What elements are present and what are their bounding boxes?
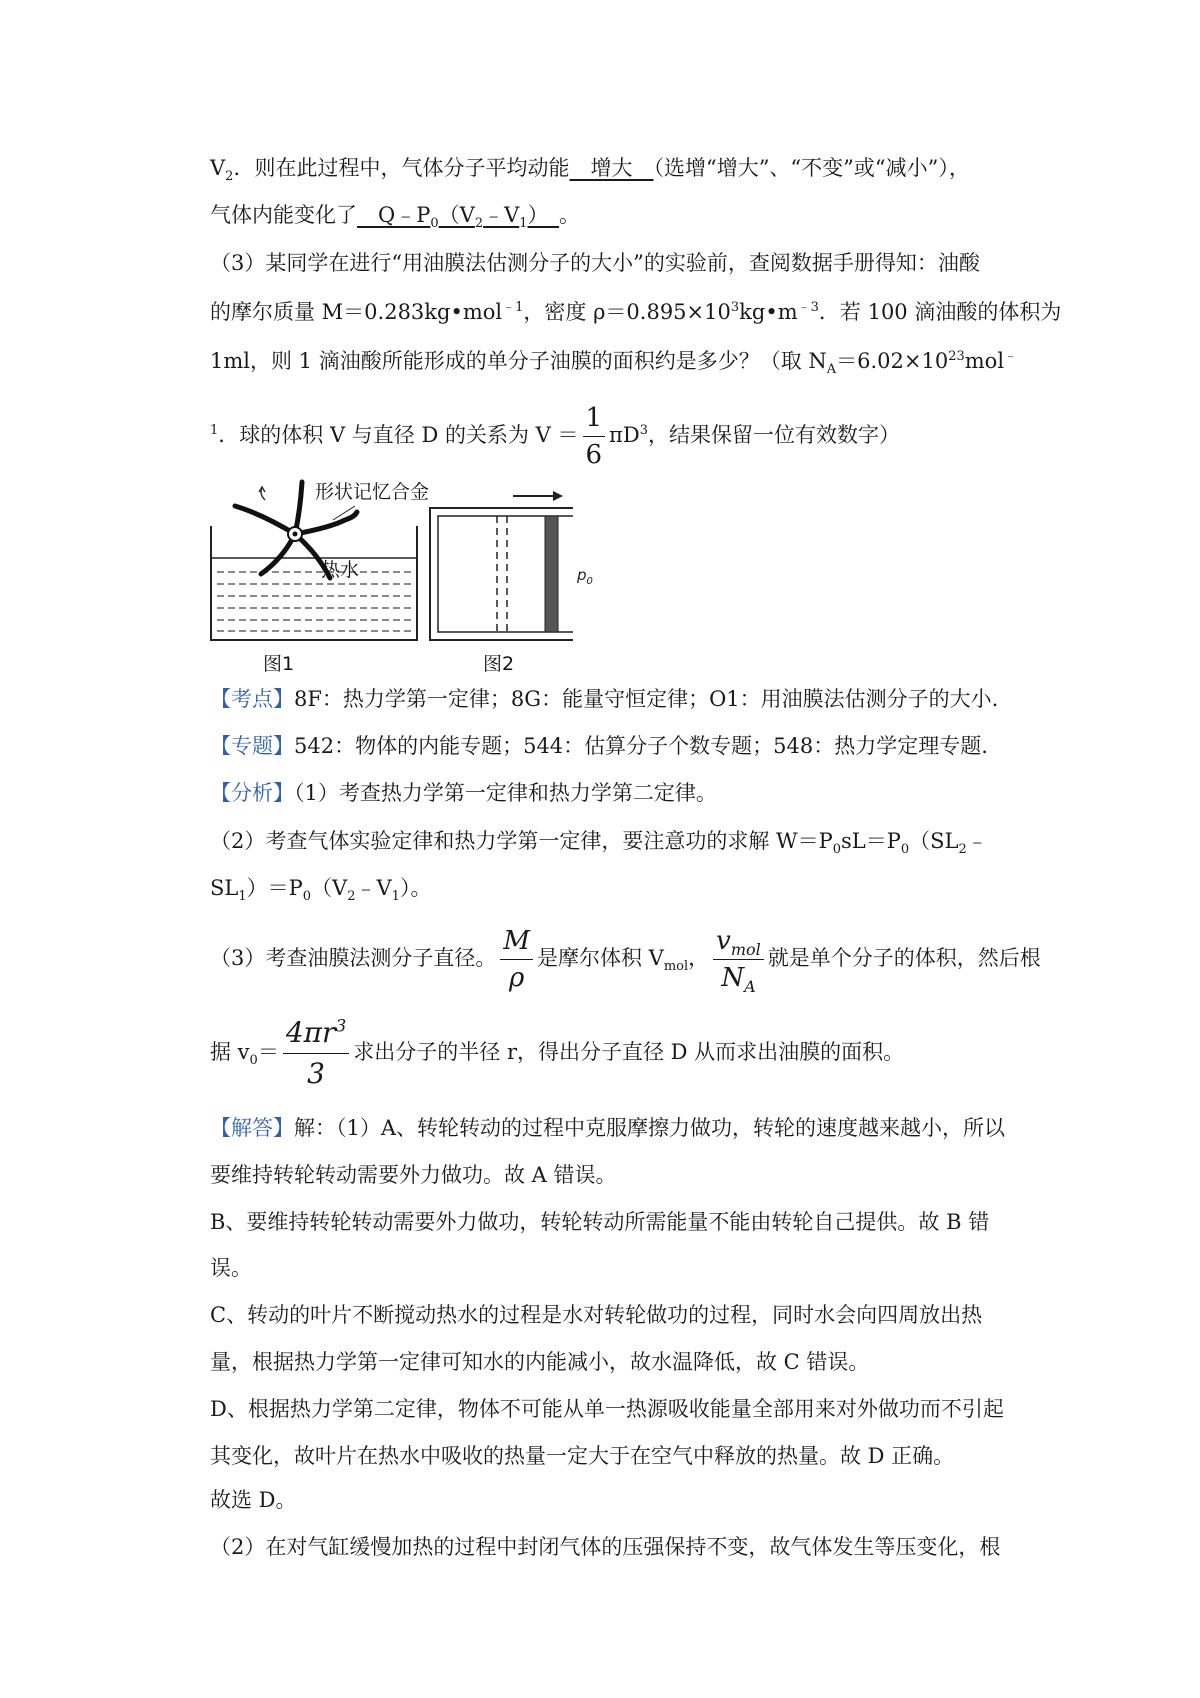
subscript: 1 (391, 889, 400, 905)
label-shape-memory-alloy: 形状记忆合金 (315, 481, 430, 503)
fraction-m-over-rho (500, 925, 533, 994)
text-group (210, 297, 1061, 327)
body-line-6: D、根据热力学第二定律，物体不可能从单一热源吸收能量全部用来对外做功而不引起 (210, 1397, 1004, 1421)
text-segment: ，密度 ρ＝0.895×10 (523, 300, 731, 324)
fraction-numerator: M (500, 925, 533, 960)
body-line-7: 其变化，故叶片在热水中吸收的热量一定大于在空气中释放的热量。故 D 正确。 (210, 1444, 955, 1468)
text-segment: （V (311, 876, 348, 900)
text-segment: （2）考查气体实验定律和热力学第一定律，要注意功的求解 W＝P (210, 829, 833, 853)
subscript: 0 (302, 889, 312, 905)
fenxi-line-2 (210, 826, 1020, 856)
superscript: ﹣3 (797, 300, 819, 315)
fraction-numerator: 1 (583, 402, 606, 437)
text-segment: 的摩尔质量 M＝0.283kg•mol (210, 300, 503, 324)
text-line-3: （3）某同学在进行“用油膜法估测分子的大小”的实验前，查阅数据手册得知：油酸 (210, 251, 980, 275)
subscript: 0 (249, 1053, 258, 1069)
subscript: A (744, 977, 756, 997)
subscript: 2 (225, 169, 234, 185)
text-segment: SL (210, 876, 239, 900)
jieda-tag: 【解答】 (210, 1116, 294, 1140)
text-segment: Q﹣P (357, 203, 431, 227)
figure-1-wheel-in-water (211, 481, 429, 675)
label-p0: $p_0$ (577, 566, 593, 587)
subscript: 0 (832, 842, 842, 858)
text-segment: ）＝P (246, 876, 303, 900)
text-segment: 气体内能变化了 (210, 203, 357, 227)
text-line-5 (210, 346, 1020, 376)
jieda-line (210, 1113, 1020, 1143)
text-segment: 。 (559, 203, 581, 227)
body-line-9: （2）在对气缸缓慢加热的过程中封闭气体的压强保持不变，故气体发生等压变化，根 (210, 1535, 1001, 1559)
figure-2-cylinder-piston (430, 491, 593, 675)
text-segment: mol (964, 349, 1005, 373)
body-line-8: 故选 D。 (210, 1488, 297, 1512)
fenxi-text: （1）考查热力学第一定律和热力学第二定律。 (294, 781, 717, 805)
text-line-4 (210, 297, 1062, 327)
body-line-3: 误。 (210, 1256, 252, 1280)
text-segment: （选增“增大”、“不变”或“减小”）， (653, 156, 970, 180)
math-var: v (716, 926, 731, 956)
answer-blank: 增大 (569, 156, 654, 180)
kaodian-text: 8F：热力学第一定律；8G：能量守恒定律；O1：用油膜法估测分子的大小. (294, 687, 999, 711)
superscript: 3 (639, 423, 648, 438)
text-segment: （SL (909, 829, 959, 853)
fraction-denominator: ρ (509, 963, 525, 993)
caption-figure-1: 图1 (263, 653, 295, 675)
text-segment: ．则在此过程中，气体分子平均动能 (233, 156, 570, 180)
fenxi-line-4 (210, 918, 1041, 998)
subscript: 1 (238, 889, 247, 905)
fenxi-line-3 (210, 873, 1020, 903)
fraction-one-sixth (583, 402, 606, 471)
text-segment: 是摩尔体积 V (537, 946, 664, 970)
text-segment: πD (609, 423, 640, 447)
text-segment: ）。 (399, 876, 432, 900)
fenxi-line-5 (210, 1012, 1020, 1092)
fraction-denominator: 3 (307, 1057, 325, 1090)
body-line-1: 要维持转轮转动需要外力做功。故 A 错误。 (210, 1163, 617, 1187)
fraction-numerator (713, 925, 764, 960)
text-segment: kg•m (739, 300, 798, 324)
subscript: 2 (958, 842, 967, 858)
subscript: 1 (519, 216, 528, 232)
text-segment: ﹣V (483, 203, 520, 227)
text-segment: ﹣V (355, 876, 392, 900)
text-line-1 (210, 153, 1020, 183)
text-segment: ＝6.02×10 (836, 349, 949, 373)
subscript: 0 (430, 216, 439, 232)
text-segment: 据 v (210, 1040, 250, 1064)
body-line-2: B、要维持转轮转动需要外力做功，转轮转动所需能量不能由转轮自己提供。故 B 错 (210, 1210, 990, 1234)
subscript: 0 (900, 842, 910, 858)
figures (205, 478, 645, 678)
superscript: 3 (730, 300, 740, 315)
text-segment: ， (688, 946, 710, 970)
text-segment: 1ml，则 1 滴油酸所能形成的单分子油膜的面积约是多少？（取 N (210, 349, 827, 373)
fenxi-line (210, 778, 1020, 808)
text-segment: ．若 100 滴油酸的体积为 (818, 300, 1062, 324)
fraction-numerator (283, 1015, 349, 1054)
superscript: 23 (948, 349, 965, 364)
text-segment: ＝ (257, 1040, 279, 1064)
caption-figure-2: 图2 (483, 653, 515, 675)
fenxi-tag: 【分析】 (210, 781, 294, 805)
fraction-denominator (718, 960, 758, 997)
kaodian-tag: 【考点】 (210, 687, 294, 711)
text-segment: （V (438, 203, 475, 227)
math-var: N (721, 963, 745, 993)
jieda-text: 解：（1）A、转轮转动的过程中克服摩擦力做功，转轮的速度越来越小，所以 (294, 1116, 1006, 1140)
zhuanti-text: 542：物体的内能专题；544：估算分子个数专题；548：热力学定理专题. (294, 734, 988, 758)
superscript: 1 (210, 423, 219, 438)
body-line-5: 量，根据热力学第一定律可知水的内能减小，故水温降低，故 C 错误。 (210, 1350, 870, 1374)
fraction-sphere-volume (283, 1015, 349, 1092)
text-segment: ，结果保留一位有效数字） (647, 423, 900, 447)
zhuanti-line (210, 731, 1020, 761)
text-line-2 (210, 200, 1020, 230)
math-expr: 4πr (285, 1016, 336, 1049)
text-segment: 就是单个分子的体积，然后根 (767, 946, 1041, 970)
superscript: ﹣ (1004, 349, 1018, 364)
fraction-denominator: 6 (585, 440, 603, 470)
answer-blank (357, 203, 560, 232)
subscript: mol (730, 940, 761, 960)
text-segment: ﹣ (966, 829, 988, 853)
fraction-vmol-over-na (713, 925, 764, 997)
text-segment: sL＝P (841, 829, 901, 853)
zhuanti-tag: 【专题】 (210, 734, 294, 758)
v2-var: V (210, 156, 226, 180)
text-line-6 (210, 400, 1020, 470)
text-segment: ） (527, 203, 560, 227)
superscript: 3 (335, 1016, 347, 1037)
text-segment: （3）考查油膜法测分子直径。 (210, 946, 497, 970)
body-line-4: C、转动的叶片不断搅动热水的过程是水对转轮做功的过程，同时水会向四周放出热 (210, 1303, 983, 1327)
subscript: A (826, 362, 837, 378)
text-segment: ．球的体积 V 与直径 D 的关系为 V ＝ (218, 423, 579, 447)
kaodian-line (210, 684, 1020, 714)
subscript: 2 (474, 216, 484, 232)
subscript: 2 (347, 889, 356, 905)
superscript: ﹣1 (502, 300, 524, 315)
subscript: mol (663, 959, 689, 975)
text-segment: 求出分子的半径 r，得出分子直径 D 从而求出油膜的面积。 (353, 1040, 905, 1064)
label-hot-water: 热水 (321, 559, 360, 581)
